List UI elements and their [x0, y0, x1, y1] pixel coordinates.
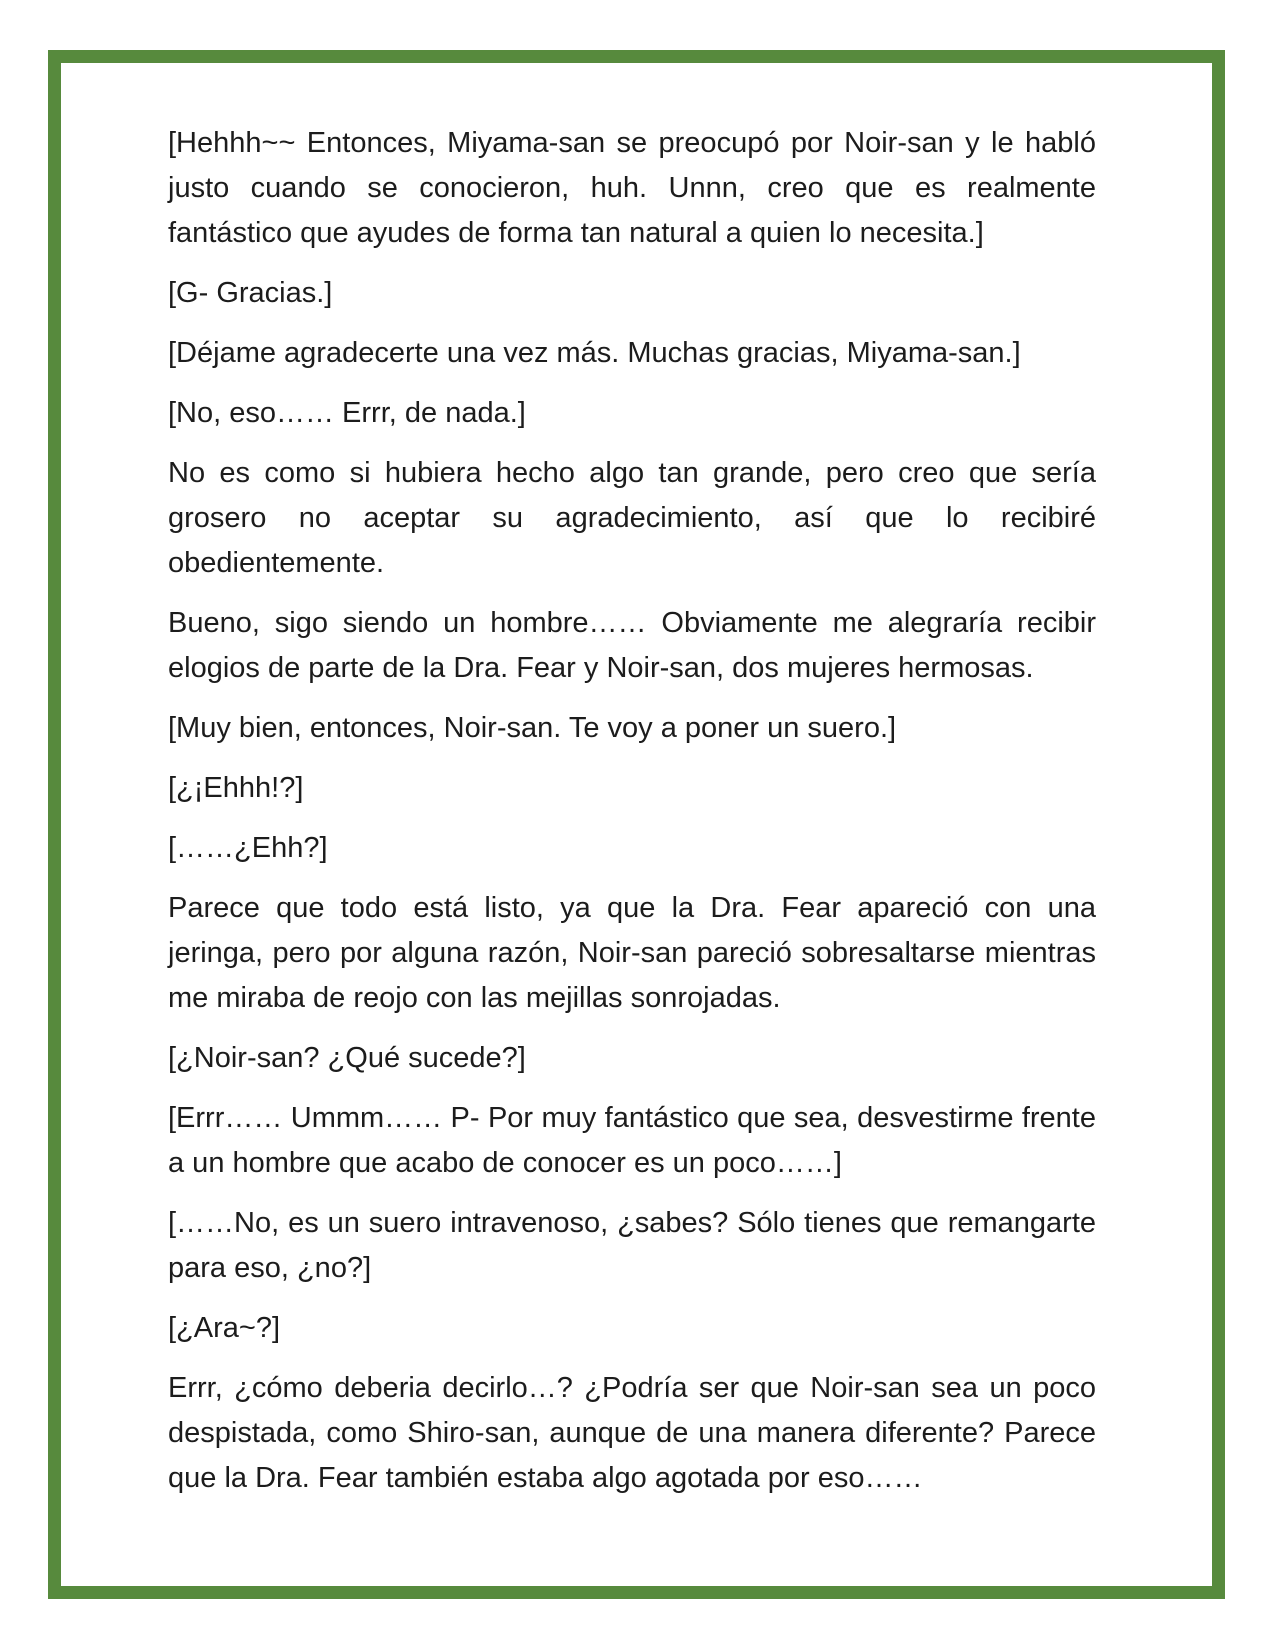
paragraph: [¿Noir-san? ¿Qué sucede?]: [168, 1042, 526, 1074]
paragraph: [G- Gracias.]: [168, 277, 333, 309]
paragraph: [……¿Ehh?]: [168, 832, 328, 864]
paragraph: [No, eso…… Errr, de nada.]: [168, 397, 526, 429]
paragraph: [Déjame agradecerte una vez más. Muchas gracias, Miyama-san.]: [168, 337, 1021, 369]
paragraph: [Hehhh~~ Entonces, Miyama-san se preocupó por Noir-san y le habló justo cuando se conocieron, huh. Unnn, creo que es realmente fantástico que ayudes de forma tan natural a quien lo necesita.]: [168, 127, 1096, 249]
paragraph: Errr, ¿cómo deberia decirlo…? ¿Podría ser que Noir-san sea un poco despistada, como Shiro-san, aunque de una manera diferente? Parece que la Dra. Fear también estaba algo agotada por eso……: [168, 1372, 1096, 1494]
paragraph: [Errr…… Ummm…… P- Por muy fantástico que sea, desvestirme frente a un hombre que acabo de conocer es un poco……]: [168, 1102, 1096, 1179]
paragraph: [……No, es un suero intravenoso, ¿sabes? Sólo tienes que remangarte para eso, ¿no?]: [168, 1207, 1096, 1284]
paragraph: Bueno, sigo siendo un hombre…… Obviamente me alegraría recibir elogios de parte de la Dra. Fear y Noir-san, dos mujeres hermosas.: [168, 607, 1096, 684]
text-content: [168, 121, 1096, 1501]
paragraph: No es como si hubiera hecho algo tan grande, pero creo que sería grosero no aceptar su agradecimiento, así que lo recibiré obedientemente.: [168, 457, 1096, 579]
paragraph: [¿Ara~?]: [168, 1312, 281, 1344]
paragraph: Parece que todo está listo, ya que la Dra. Fear apareció con una jeringa, pero por alguna razón, Noir-san pareció sobresaltarse mientras me miraba de reojo con las mejillas sonrojadas.: [168, 892, 1096, 1014]
paragraph: [Muy bien, entonces, Noir-san. Te voy a poner un suero.]: [168, 712, 897, 744]
paragraph: [¿¡Ehhh!?]: [168, 772, 304, 804]
page-frame: [48, 50, 1225, 1599]
